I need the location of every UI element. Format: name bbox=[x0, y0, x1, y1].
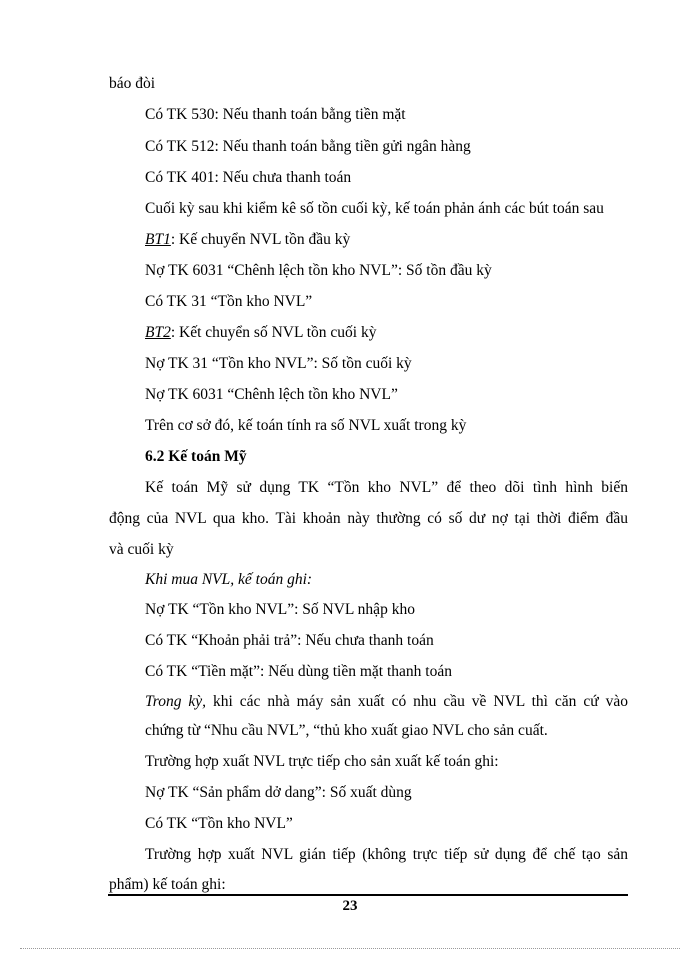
italic-subheading: Khi mua NVL, kế toán ghi: bbox=[145, 571, 313, 588]
text-line: Trường hợp xuất NVL trực tiếp cho sản xuất kế toán ghi: bbox=[145, 753, 499, 770]
footer-rule bbox=[108, 894, 628, 896]
entry-text: : Kết chuyển số NVL tồn cuối kỳ bbox=[170, 324, 377, 341]
paragraph-line: chứng từ “Nhu cầu NVL”, “thủ kho xuất giao NVL cho sản cuất. bbox=[145, 722, 548, 739]
italic-lead: Trong kỳ, bbox=[145, 693, 207, 710]
text-line: Nợ TK 6031 “Chênh lệch tồn kho NVL” bbox=[145, 386, 398, 403]
text-line: Nợ TK 31 “Tồn kho NVL”: Số tồn cuối kỳ bbox=[145, 355, 412, 372]
paragraph-line: phẩm) kế toán ghi: bbox=[109, 876, 226, 893]
paragraph-line bbox=[145, 692, 628, 712]
entry-label: BT1 bbox=[145, 231, 171, 248]
section-heading: 6.2 Kế toán Mỹ bbox=[145, 448, 247, 465]
paragraph-line: động của NVL qua kho. Tài khoản này thường có số dư nợ tại thời điểm đầu bbox=[109, 510, 628, 527]
entry-heading bbox=[145, 230, 350, 250]
entry-heading bbox=[145, 323, 376, 343]
paragraph-text: khi các nhà máy sản xuất có nhu cầu về NVL thì căn cứ vào bbox=[206, 693, 628, 710]
text-line: Có TK 530: Nếu thanh toán bằng tiền mặt bbox=[145, 106, 406, 123]
text-line: Nợ TK “Sản phẩm dở dang”: Số xuất dùng bbox=[145, 784, 412, 801]
text-line: Có TK 31 “Tồn kho NVL” bbox=[145, 293, 313, 310]
page-bottom-border bbox=[20, 948, 680, 949]
text-line: Có TK 512: Nếu thanh toán bằng tiền gửi ngân hàng bbox=[145, 138, 471, 155]
text-line: Có TK 401: Nếu chưa thanh toán bbox=[145, 169, 352, 186]
text-line: Có TK “Tiền mặt”: Nếu dùng tiền mặt thanh toán bbox=[145, 663, 452, 680]
entry-text: : Kế chuyển NVL tồn đầu kỳ bbox=[170, 231, 351, 248]
text-line: Cuối kỳ sau khi kiểm kê số tồn cuối kỳ, kế toán phản ánh các bút toán sau bbox=[145, 200, 604, 217]
page-number: 23 bbox=[342, 898, 358, 914]
entry-label: BT2 bbox=[145, 324, 171, 341]
text-line: Có TK “Tồn kho NVL” bbox=[145, 815, 293, 832]
paragraph-line: Trường hợp xuất NVL gián tiếp (không trực tiếp sử dụng để chế tạo sản bbox=[145, 846, 628, 863]
text-line: Có TK “Khoản phải trả”: Nếu chưa thanh toán bbox=[145, 632, 434, 649]
text-line: Nợ TK “Tồn kho NVL”: Số NVL nhập kho bbox=[145, 601, 415, 618]
text-line: Nợ TK 6031 “Chênh lệch tồn kho NVL”: Số tồn đầu kỳ bbox=[145, 262, 492, 279]
paragraph-line: Kế toán Mỹ sử dụng TK “Tồn kho NVL” để theo dõi tình hình biến bbox=[145, 479, 628, 496]
paragraph-line: và cuối kỳ bbox=[109, 541, 174, 558]
text-line: báo đòi bbox=[109, 75, 156, 92]
text-line: Trên cơ sở đó, kế toán tính ra số NVL xuất trong kỳ bbox=[145, 417, 467, 434]
